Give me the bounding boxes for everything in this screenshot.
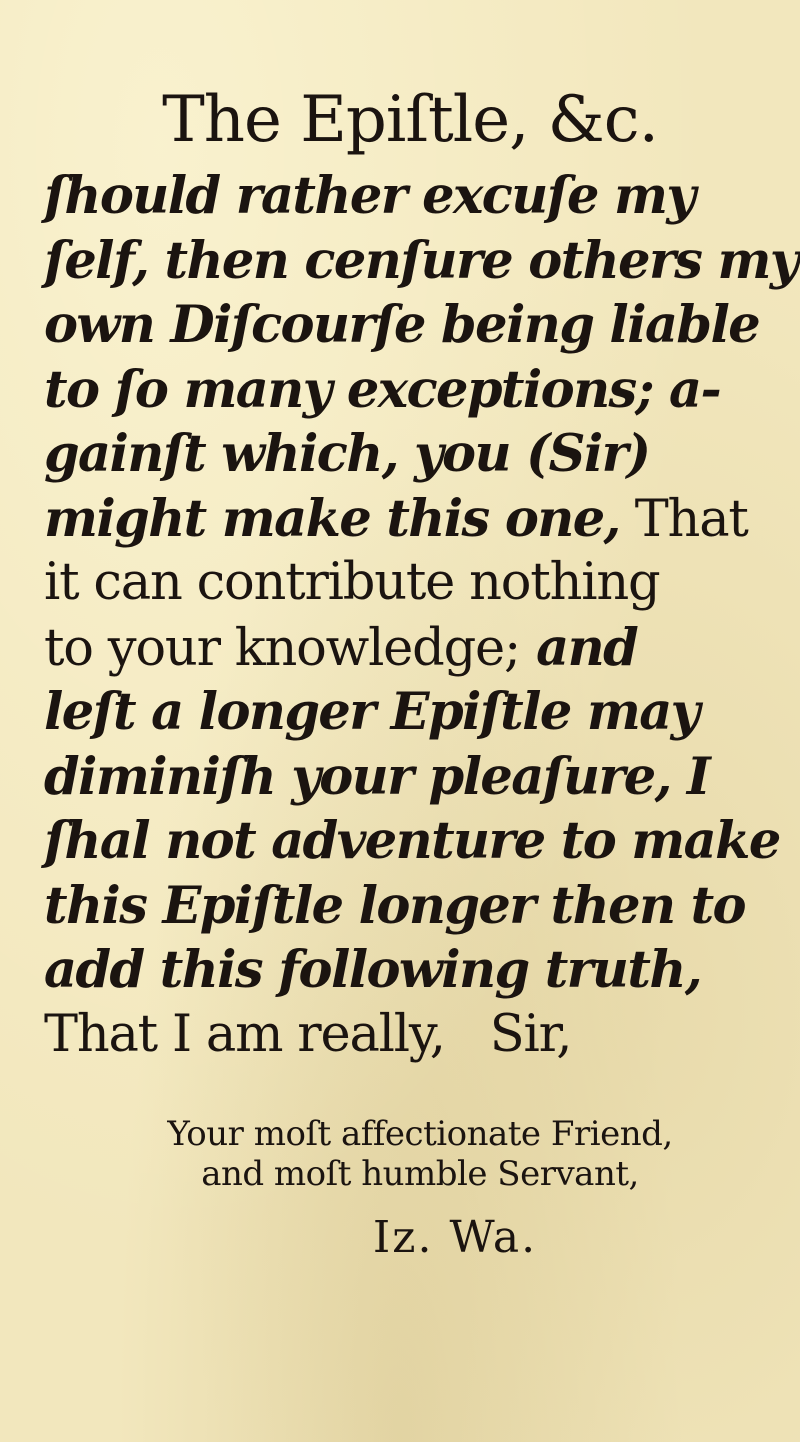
- text-line-11: ſhal not adventure to make: [44, 811, 780, 871]
- text-line-2: ſelf, then cenſure others my: [44, 230, 798, 291]
- text-line-3: own Diſcourſe being liable: [44, 295, 760, 355]
- text-line-6-roman: That: [619, 489, 748, 549]
- text-line-8-roman: to your knowledge;: [44, 618, 521, 678]
- text-line-13: add this following truth,: [44, 940, 701, 1000]
- text-line-8: [44, 616, 784, 681]
- text-line-6-italic: might make this one,: [44, 488, 620, 549]
- text-line-6: [44, 487, 784, 552]
- text-line-7: it can contribute nothing: [44, 553, 660, 612]
- page-header: The Epiſtle, &c.: [162, 83, 658, 157]
- text-line-5: gainſt which, you (Sir): [44, 424, 650, 484]
- closing-line-2: and moſt humble Servant,: [201, 1154, 639, 1194]
- epistle-body: [44, 164, 798, 1067]
- text-line-1: ſhould rather excuſe my: [44, 166, 695, 226]
- text-line-10: diminiſh your pleaſure, I: [44, 746, 710, 807]
- signature: Iz. Wa.: [372, 1212, 538, 1263]
- text-line-4: to ſo many exceptions; a-: [44, 359, 721, 420]
- closing-line-1: Your moſt affectionate Friend,: [167, 1114, 673, 1154]
- text-line-12: this Epiſtle longer then to: [44, 875, 745, 936]
- text-line-9: leſt a longer Epiſtle may: [44, 682, 699, 742]
- text-line-14: That I am really, Sir,: [44, 1004, 572, 1064]
- text-line-8-italic: and: [520, 617, 638, 678]
